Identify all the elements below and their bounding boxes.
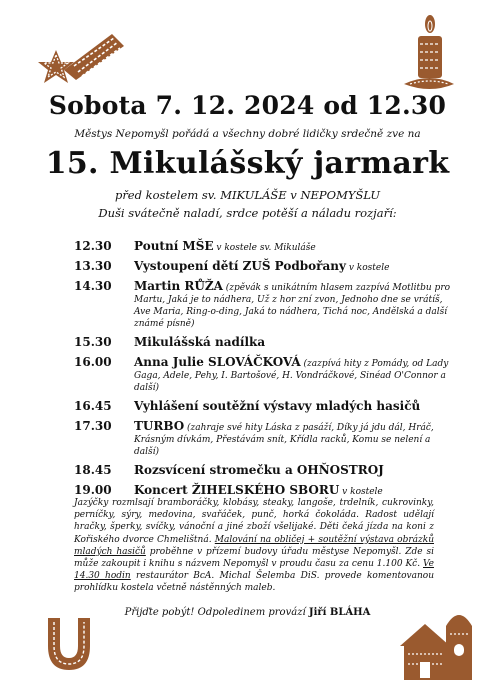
schedule-detail: (zazpívá hity z Pomády, od Lady Gaga, Adele, Pehy, I. Bartošové, H. Vondráčkové, Sinéad O'Connor a další) <box>134 359 449 393</box>
schedule-act: Vyhlášení soutěžní výstavy mladých hasičů <box>134 399 421 413</box>
event-title: 15. Mikulášský jarmark <box>45 146 450 181</box>
schedule-detail: v kostele <box>339 487 383 497</box>
schedule-time: 16.00 <box>74 355 112 369</box>
schedule-time: 12.30 <box>74 239 112 253</box>
food-and-goods-text: Jazýčky rozmlsají bramboráčky, klobásy, steaky, langoše, trdelník, cukrovinky, perníčky, sýry, medovina, svařáček, punč, horká čokoláda. Radost udělají hračky, šperky, svíčky, vánoční a jiné zboží všelijaké. Děti čeká jízda na koni z Kořiského dvorce Chmelištná. <box>74 498 434 545</box>
schedule-act: Koncert ŽIHELSKÉHO SBORU <box>134 483 340 497</box>
schedule-row <box>74 260 456 274</box>
schedule-act: Rozsvícení stromečku a OHŇOSTROJ <box>134 463 384 477</box>
schedule-act: Vystoupení dětí ZUŠ Podbořany <box>134 259 346 273</box>
tour-time-text: Ve 14.30 hodin <box>74 559 434 582</box>
schedule-row <box>74 464 456 478</box>
schedule-act: Anna Julie SLOVÁČKOVÁ <box>134 355 301 369</box>
schedule-time: 13.30 <box>74 259 112 273</box>
church-tour-text: restaurátor BcA. Michal Šelemba DiS. provede komentovanou prohlídku kostela včetně nástěnných maleb. <box>74 571 434 594</box>
schedule-time: 15.30 <box>74 335 112 349</box>
shooting-star-icon <box>34 22 126 92</box>
closing-line <box>0 607 495 618</box>
host-name: Jiří BLÁHA <box>308 607 371 618</box>
schedule-row <box>74 356 456 394</box>
mood-text: Duši svátečně naladí, srdce potěší a náladu rozjaří: <box>98 206 397 220</box>
schedule-detail: (zpěvák s unikátním hlasem zazpívá Motlitbu pro Martu, Jaká je to nádhera, Už z hor zní zvon, Jednoho dne se vrátíš, Ave Maria, Ring-o-ding, Jaká to nádhera, Tichá noc, Andělská a další známé písně) <box>134 283 451 329</box>
location-text: před kostelem sv. MIKULÁŠE v NEPOMYŠLU <box>114 188 381 202</box>
schedule-row <box>74 420 456 458</box>
horseshoe-icon <box>40 612 98 674</box>
program-schedule <box>74 240 456 504</box>
schedule-detail: (zahraje své hity Láska z pasáží, Díky já jdu dál, Hráč, Krásným dívkám, Přestávám snít, Křídla racků, Komu se nelení a další) <box>134 423 434 457</box>
intro-text: Městys Nepomyšl pořádá a všechny dobré lidičky srdečně zve na <box>74 128 421 140</box>
schedule-detail: v kostele sv. Mikuláše <box>213 243 316 253</box>
schedule-act: TURBO <box>134 419 185 433</box>
schedule-act: Martin RŮŽA <box>134 279 223 293</box>
schedule-row <box>74 400 456 414</box>
event-date: Sobota 7. 12. 2024 od 12.30 <box>48 91 447 120</box>
book-sale-text: proběhne v přízemí budovy úřadu městyse Nepomyšl. Zde si může zakoupit i knihu s názvem Nepomyšl v proudu času za cenu 1.100 Kč. <box>74 546 434 570</box>
schedule-time: 14.30 <box>74 279 112 293</box>
closing-text: Přijďte pobýt! Odpoledinem provází <box>124 607 309 618</box>
schedule-detail: v kostele <box>345 263 390 273</box>
schedule-time: 17.30 <box>74 419 112 433</box>
schedule-act: Poutní MŠE <box>134 239 214 253</box>
schedule-row <box>74 240 456 254</box>
face-painting-text: Malování na obličej + soutěžní výstava obrázků mladých hasičů <box>74 534 434 557</box>
schedule-row <box>74 484 456 498</box>
schedule-time: 19.00 <box>74 483 112 497</box>
schedule-row <box>74 280 456 330</box>
schedule-act: Mikulášská nadílka <box>134 335 266 349</box>
schedule-time: 18.45 <box>74 463 112 477</box>
schedule-time: 16.45 <box>74 399 112 413</box>
candle-icon <box>400 14 458 96</box>
schedule-row <box>74 336 456 350</box>
info-paragraph <box>74 497 434 595</box>
